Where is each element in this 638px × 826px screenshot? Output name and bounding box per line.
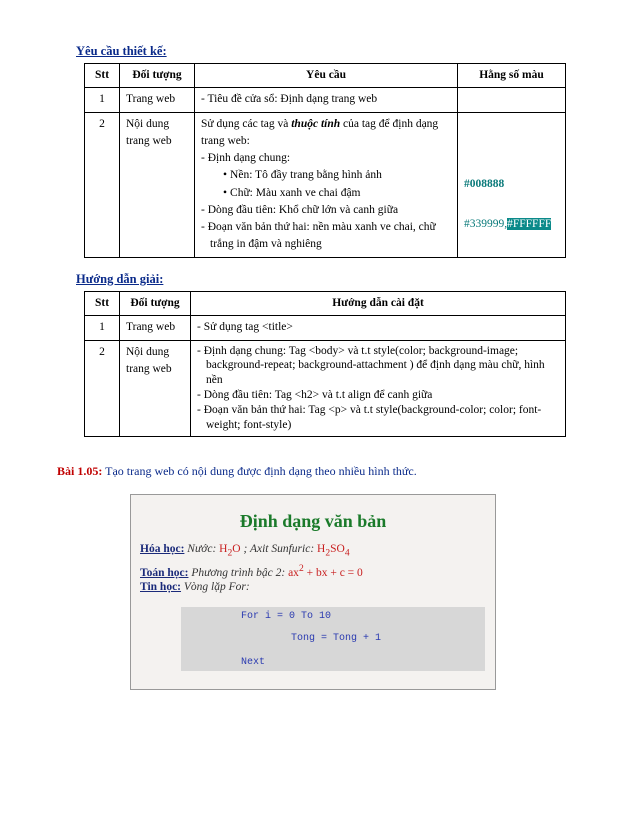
req-first-line: - Dòng đầu tiên: Khổ chữ lớn và canh giữa [201, 203, 399, 216]
exercise-text: Tạo trang web có nội dung được định dạng theo nhiều hình thức. [102, 464, 417, 478]
guide-line: - Dòng đầu tiên: Tag <h2> và t.t align để canh giữa [197, 389, 433, 402]
row-stt: 1 [85, 88, 120, 112]
row-object: Trang web [120, 88, 195, 112]
guide-line: - Định dạng chung: Tag <body> và t.t style(color; background-image; background-repeat; background-attachment ) để định dạng màu chữ, hình nền [197, 344, 545, 387]
req-bullet: • Chữ: Màu xanh ve chai đậm [223, 185, 451, 202]
col-stt: Stt [85, 64, 120, 88]
design-requirements-heading: Yêu cầu thiết kế: [76, 44, 167, 58]
row-requirement: - Tiêu đề cửa sổ: Định dạng trang web [195, 88, 458, 112]
col-object: Đối tượng [120, 64, 195, 88]
req-general: - Định dạng chung: [201, 152, 291, 164]
col-requirement: Yêu cầu [195, 64, 458, 88]
req-intro: Sử dụng các tag và thuộc tính của tag để định dạng trang web: [201, 117, 439, 147]
preview-math-line: Toán học: Phương trình bậc 2: $ax^2$ + bx + c = 0 [140, 563, 363, 579]
req-bullet: • Nền: Tô đầy trang bằng hình ảnh [223, 167, 451, 184]
row-object: Trang web [120, 316, 191, 340]
preview-it-line: Tin học: Vòng lặp For: [140, 581, 250, 593]
color-constant-2: #339999,#FFFFFF [464, 217, 552, 230]
preview-code-block [181, 607, 485, 671]
guide-line: - Đoạn văn bản thứ hai: Tag <p> và t.t style(background-color; color; font-weight; font-style) [197, 404, 542, 432]
table-header-row [85, 292, 566, 316]
col-guide: Hướng dẫn cài đặt [191, 292, 566, 316]
col-color-constant: Hằng số màu [458, 64, 566, 88]
preview-chemistry-line: Hóa học: Nước: $H_2O$ ; Axit Sunfuric: $H_2SO_4$ [140, 543, 350, 559]
preview-screenshot [130, 494, 496, 690]
row-color [458, 88, 566, 112]
row-requirement [195, 112, 458, 257]
row-stt: 2 [85, 112, 120, 257]
requirements-table [84, 63, 566, 258]
row-object: Nội dung trang web [120, 112, 195, 257]
row-stt: 2 [85, 340, 120, 437]
guide-table [84, 291, 566, 437]
row-object: Nội dung trang web [120, 340, 191, 437]
exercise-label: Bài 1.05 [57, 464, 99, 478]
code-line: Next [241, 657, 266, 668]
code-line: For i = 0 To 10 [241, 611, 332, 622]
table-row [85, 112, 566, 257]
code-line: Tong = Tong + 1 [291, 633, 382, 644]
row-guide: - Sử dụng tag <title> [191, 316, 566, 340]
color-constant-1: #008888 [464, 177, 505, 190]
row-stt: 1 [85, 316, 120, 340]
row-color [458, 112, 566, 257]
row-guide [191, 340, 566, 437]
col-object: Đối tượng [120, 292, 191, 316]
table-row [85, 340, 566, 437]
exercise-line: Bài 1.05: Tạo trang web có nội dung được định dạng theo nhiều hình thức. [57, 464, 417, 478]
table-row [85, 316, 566, 340]
table-row [85, 88, 566, 112]
solution-guide-heading: Hướng dẫn giải: [76, 272, 164, 286]
col-stt: Stt [85, 292, 120, 316]
req-second-para: - Đoạn văn bản thứ hai: nền màu xanh ve chai, chữ trắng in đậm và nghiêng [201, 221, 436, 251]
preview-title: Định dạng văn bản [239, 511, 387, 531]
table-header-row [85, 64, 566, 88]
color-constant-highlight: #FFFFFF [507, 217, 552, 230]
